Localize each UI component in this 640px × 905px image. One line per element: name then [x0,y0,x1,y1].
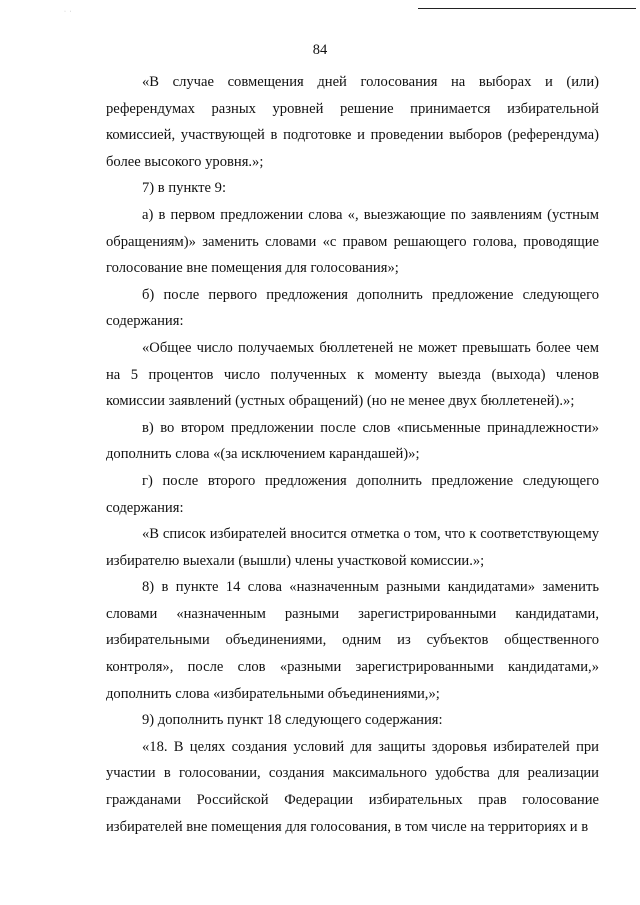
page-number: 84 [312,42,328,58]
paragraph-item-7a: а) в первом предложении слова «, выезжающие по заявлениям (устным обращениям)» заменить словами «с правом решающего голова, проводящие голосование вне помещения для голосования»; [106,206,599,277]
paragraph-quote-voter-list: «В список избирателей вносится отметка о том, что к соответствующему избирателю выехали (вышли) члены участковой комиссии.»; [106,526,599,569]
paragraph-item-7b: б) после первого предложения дополнить предложение следующего содержания: [106,286,599,330]
paragraph-item-8: 8) в пункте 14 слова «назначенным разными кандидатами» заменить словами «назначенным разными зарегистрированными кандидатами, избирательными объединениями, одним из субъектов общественного контроля», после слов «разными зарегистрированными кандидатами,» дополнить слова «избирательными объединениями,»; [106,579,599,702]
paragraph-item-7g: г) после второго предложения дополнить предложение следующего содержания: [106,472,599,516]
top-rule [418,8,636,9]
paragraph-quote-combined-voting: «В случае совмещения дней голосования на выборах и (или) референдумах разных уровней решение принимается избирательной комиссией, участвующей в подготовке и проведении выборов (референдума) более высокого уровня.»; [106,74,599,170]
paragraph-item-7v: в) во втором предложении после слов «письменные принадлежности» дополнить слова «(за исключением карандашей)»; [106,419,599,463]
scan-corner-mark: · · [64,9,73,15]
paragraph-quote-item-18: «18. В целях создания условий для защиты здоровья избирателей при участии в голосовании, создания максимального удобства для реализации гражданами Российской Федерации избирательных прав голосование избирателей вне помещения для голосования, в том числе на территориях и в [106,738,599,835]
paragraph-quote-ballot-count: «Общее число получаемых бюллетеней не может превышать более чем на 5 процентов число полученных к моменту выезда (выхода) членов комиссии заявлений (устных обращений) (но не менее двух бюллетеней).»; [106,339,599,410]
document-body [106,69,599,840]
paragraph-item-7: 7) в пункте 9: [142,180,227,197]
paragraph-item-9: 9) дополнить пункт 18 следующего содержания: [142,712,443,729]
